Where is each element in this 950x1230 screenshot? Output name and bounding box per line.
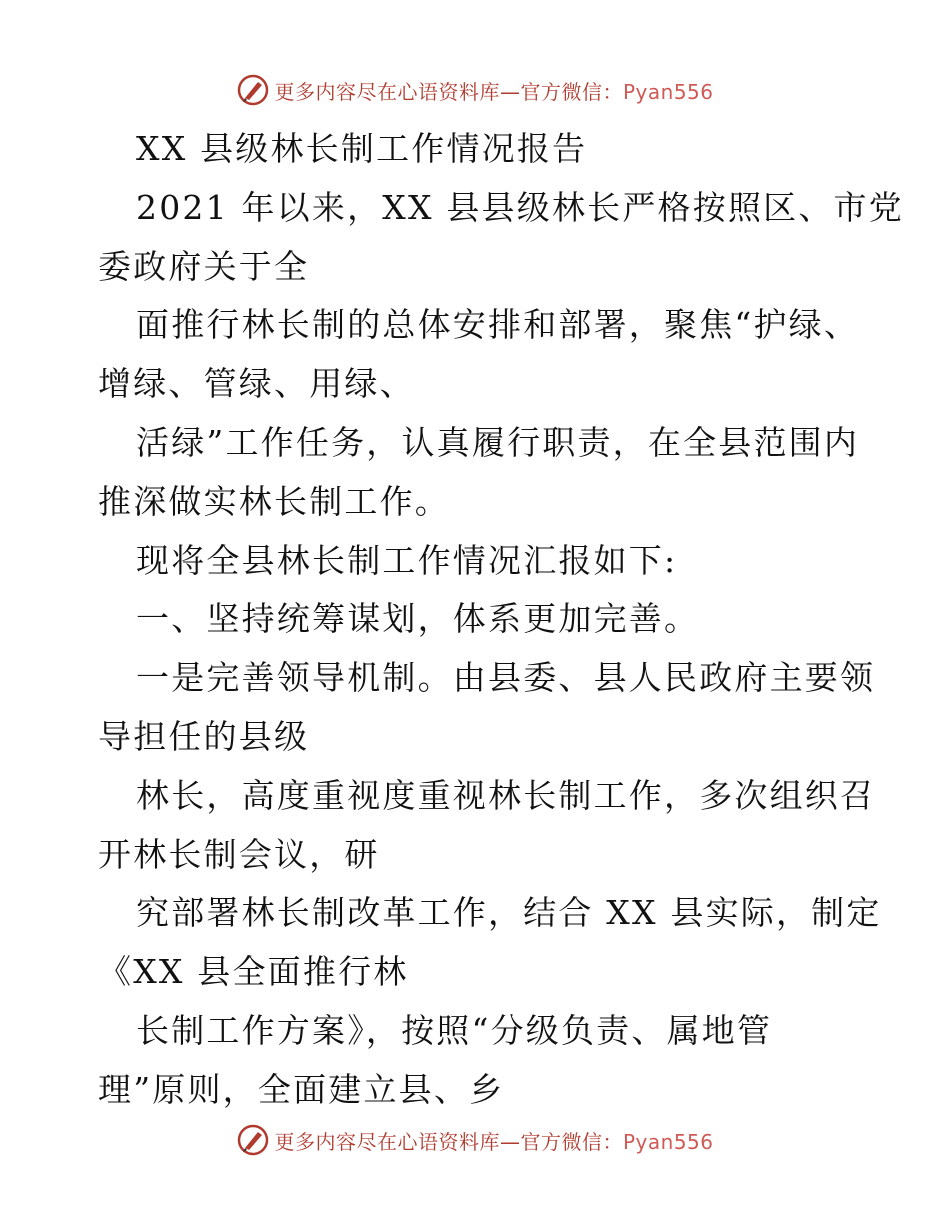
text-line: 导担任的县级 [98, 716, 310, 756]
text-line: 理”原则，全面建立县、乡 [98, 1069, 505, 1109]
text-line: 现将全县林长制工作情况汇报如下: [136, 540, 678, 580]
text-line: 《XX 县全面推行林 [98, 952, 409, 992]
text-line: 活绿”工作任务，认真履行职责，在全县范围内 [136, 422, 860, 462]
document-body [98, 120, 904, 1120]
banner-text: 更多内容尽在心语资料库—官方微信：Pyan556 [274, 1129, 714, 1154]
banner-text: 更多内容尽在心语资料库—官方微信：Pyan556 [274, 79, 714, 104]
text-line: 开林长制会议，研 [98, 834, 380, 874]
text-line: 长制工作方案》，按照“分级负责、属地管 [136, 1010, 773, 1050]
wechat-id: Pyan556 [622, 1129, 714, 1154]
quill-pen-icon [236, 73, 270, 107]
text-line: XX 县级林长制工作情况报告 [136, 129, 588, 168]
text-line: 委政府关于全 [98, 246, 310, 286]
text-line: 一、坚持统筹谋划，体系更加完善。 [136, 599, 700, 639]
text-line: 林长，高度重视度重视林长制工作，多次组织召 [136, 775, 876, 815]
quill-pen-icon [236, 1123, 270, 1157]
text-line: 究部署林长制改革工作，结合 XX 县实际，制定 [136, 893, 882, 933]
text-line: 面推行林长制的总体安排和部署，聚焦“护绿、 [136, 305, 860, 345]
text-line: 增绿、管绿、用绿、 [98, 364, 415, 404]
text-line: 2021 年以来，XX 县县级林长严格按照区、市党 [136, 187, 904, 227]
footer-banner [0, 1120, 950, 1160]
header-banner [0, 70, 950, 110]
text-line: 推深做实林长制工作。 [98, 481, 450, 521]
wechat-id: Pyan556 [622, 79, 714, 104]
text-line: 一是完善领导机制。由县委、县人民政府主要领 [136, 658, 876, 698]
